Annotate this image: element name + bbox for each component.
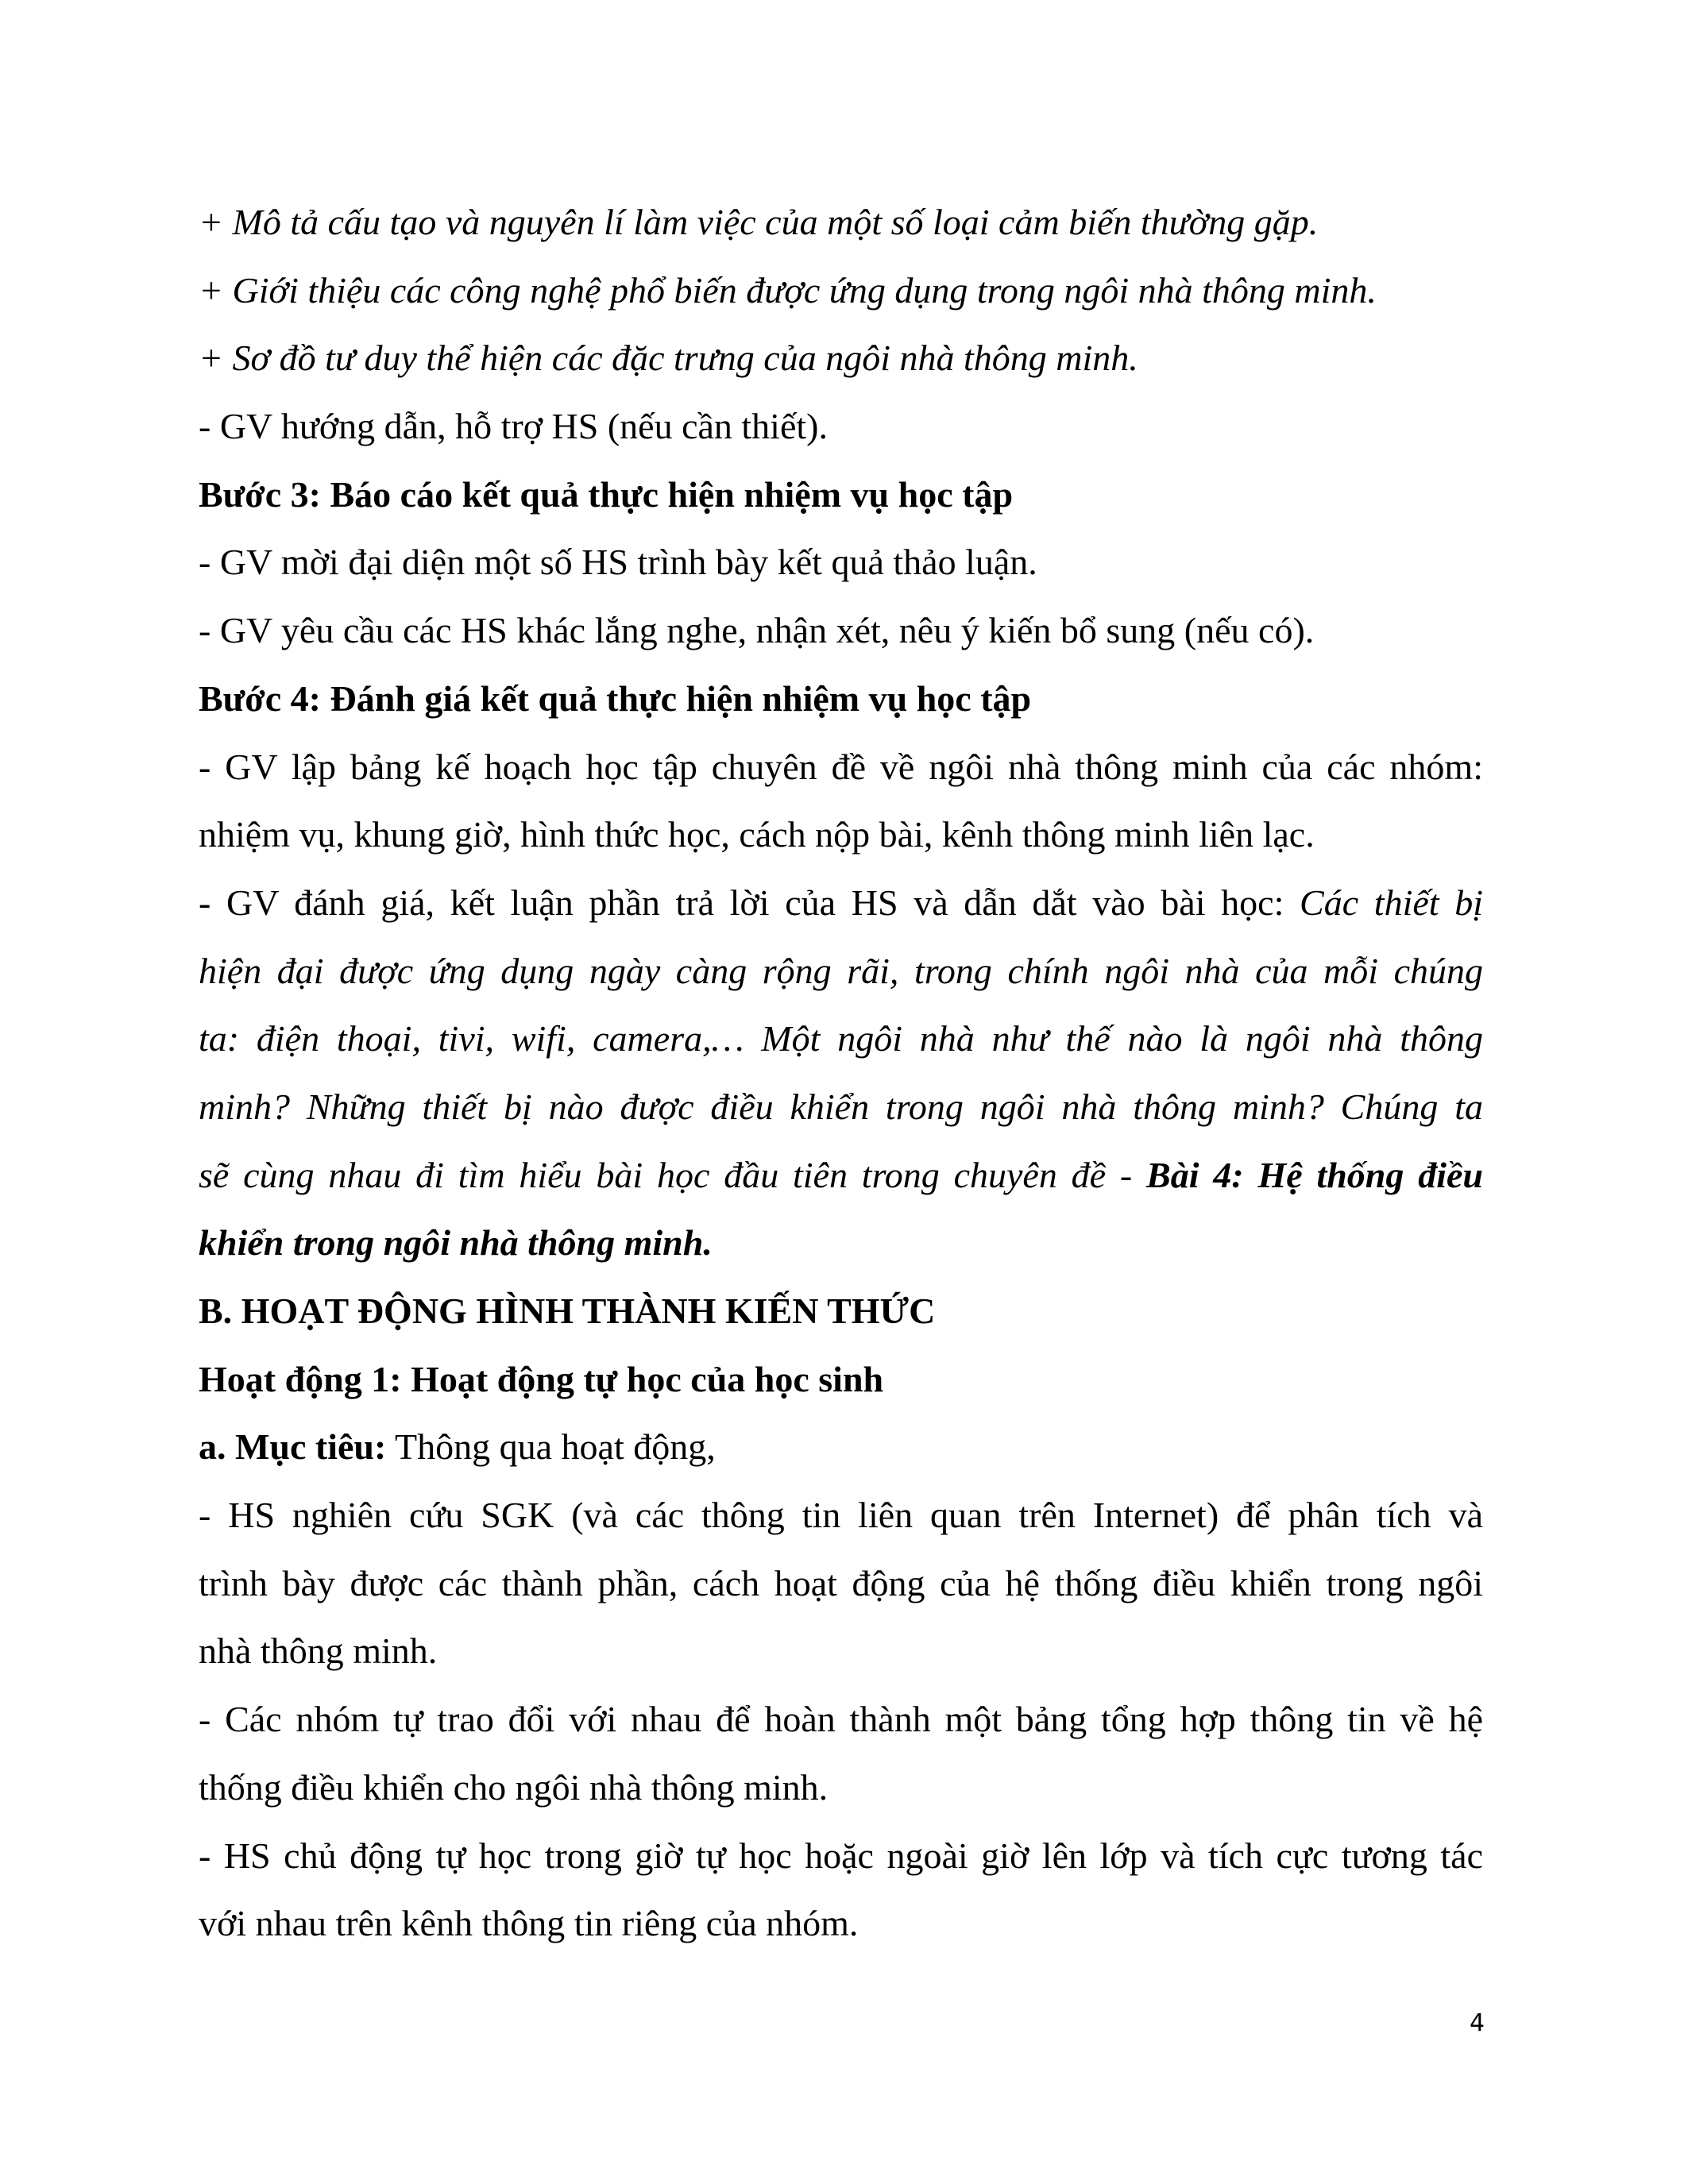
text-line: [199, 733, 1483, 801]
document-body: [199, 188, 1483, 1958]
text-segment: B. HOẠT ĐỘNG HÌNH THÀNH KIẾN THỨC: [199, 1291, 936, 1331]
text-line: [199, 528, 1483, 596]
text-line: [199, 1005, 1483, 1073]
text-line: [199, 1141, 1483, 1210]
text-line: [199, 1277, 1483, 1345]
text-segment: Bài 4: Hệ thống điều: [1146, 1154, 1483, 1195]
text-line: [199, 257, 1483, 325]
text-segment: khiển trong ngôi nhà thông minh.: [199, 1222, 713, 1264]
text-segment: - HS chủ động tự học trong giờ tự học hoặc ngoài giờ lên lớp và tích cực tương tác: [199, 1835, 1483, 1876]
text-line: [199, 1754, 1483, 1822]
text-segment: Các thiết bị: [1300, 882, 1483, 923]
text-line: [199, 937, 1483, 1005]
text-line: [199, 188, 1483, 257]
text-segment: - HS nghiên cứu SGK (và các thông tin liên quan trên Internet) để phân tích và: [199, 1495, 1483, 1536]
text-line: [199, 801, 1483, 869]
text-segment: - Các nhóm tự trao đổi với nhau để hoàn thành một bảng tổng hợp thông tin về hệ: [199, 1699, 1483, 1740]
text-line: [199, 392, 1483, 461]
text-segment: - GV mời đại diện một số HS trình bày kết quả thảo luận.: [199, 542, 1037, 583]
text-segment: + Sơ đồ tư duy thể hiện các đặc trưng của ngôi nhà thông minh.: [199, 338, 1138, 379]
text-line: [199, 869, 1483, 937]
text-line: [199, 1209, 1483, 1277]
text-segment: minh? Những thiết bị nào được điều khiển trong ngôi nhà thông minh? Chúng ta: [199, 1086, 1483, 1127]
text-segment: + Giới thiệu các công nghệ phổ biến được ứng dụng trong ngôi nhà thông minh.: [199, 269, 1377, 311]
page-number: 4: [1470, 2009, 1485, 2037]
text-segment: nhiệm vụ, khung giờ, hình thức học, cách nộp bài, kênh thông minh liên lạc.: [199, 814, 1315, 855]
text-line: [199, 1617, 1483, 1685]
text-segment: + Mô tả cấu tạo và nguyên lí làm việc của một số loại cảm biến thường gặp.: [199, 202, 1319, 242]
text-segment: - GV yêu cầu các HS khác lắng nghe, nhận xét, nêu ý kiến bổ sung (nếu có).: [199, 610, 1315, 651]
text-segment: - GV hướng dẫn, hỗ trợ HS (nếu cần thiết).: [199, 406, 828, 447]
text-segment: nhà thông minh.: [199, 1630, 438, 1672]
text-line: [199, 1549, 1483, 1618]
text-segment: thống điều khiển cho ngôi nhà thông minh.: [199, 1766, 829, 1808]
text-line: [199, 1345, 1483, 1414]
text-segment: hiện đại được ứng dụng ngày càng rộng rãi, trong chính ngôi nhà của mỗi chúng: [199, 950, 1483, 991]
text-line: [199, 324, 1483, 392]
text-segment: trình bày được các thành phần, cách hoạt động của hệ thống điều khiển trong ngôi: [199, 1562, 1483, 1603]
text-segment: - GV đánh giá, kết luận phần trả lời của HS và dẫn dắt vào bài học:: [199, 882, 1300, 923]
text-segment: sẽ cùng nhau đi tìm hiểu bài học đầu tiên trong chuyên đề -: [199, 1154, 1147, 1195]
text-line: [199, 1889, 1483, 1958]
text-segment: ta: điện thoại, tivi, wifi, camera,… Một ngôi nhà như thế nào là ngôi nhà thông: [199, 1018, 1483, 1059]
text-segment: Bước 3: Báo cáo kết quả thực hiện nhiệm vụ học tập: [199, 473, 1014, 515]
text-line: [199, 461, 1483, 529]
text-segment: với nhau trên kênh thông tin riêng của nhóm.: [199, 1903, 859, 1944]
text-line: [199, 665, 1483, 733]
text-segment: - GV lập bảng kế hoạch học tập chuyên đề về ngôi nhà thông minh của các nhóm:: [199, 746, 1483, 787]
text-line: [199, 1413, 1483, 1481]
text-line: [199, 1481, 1483, 1549]
text-segment: Thông qua hoạt động,: [386, 1426, 716, 1468]
text-line: [199, 596, 1483, 665]
text-line: [199, 1073, 1483, 1141]
text-segment: a. Mục tiêu:: [199, 1426, 387, 1468]
text-line: [199, 1685, 1483, 1754]
text-line: [199, 1822, 1483, 1890]
text-segment: Bước 4: Đánh giá kết quả thực hiện nhiệm vụ học tập: [199, 677, 1032, 719]
text-segment: Hoạt động 1: Hoạt động tự học của học sinh: [199, 1358, 884, 1399]
